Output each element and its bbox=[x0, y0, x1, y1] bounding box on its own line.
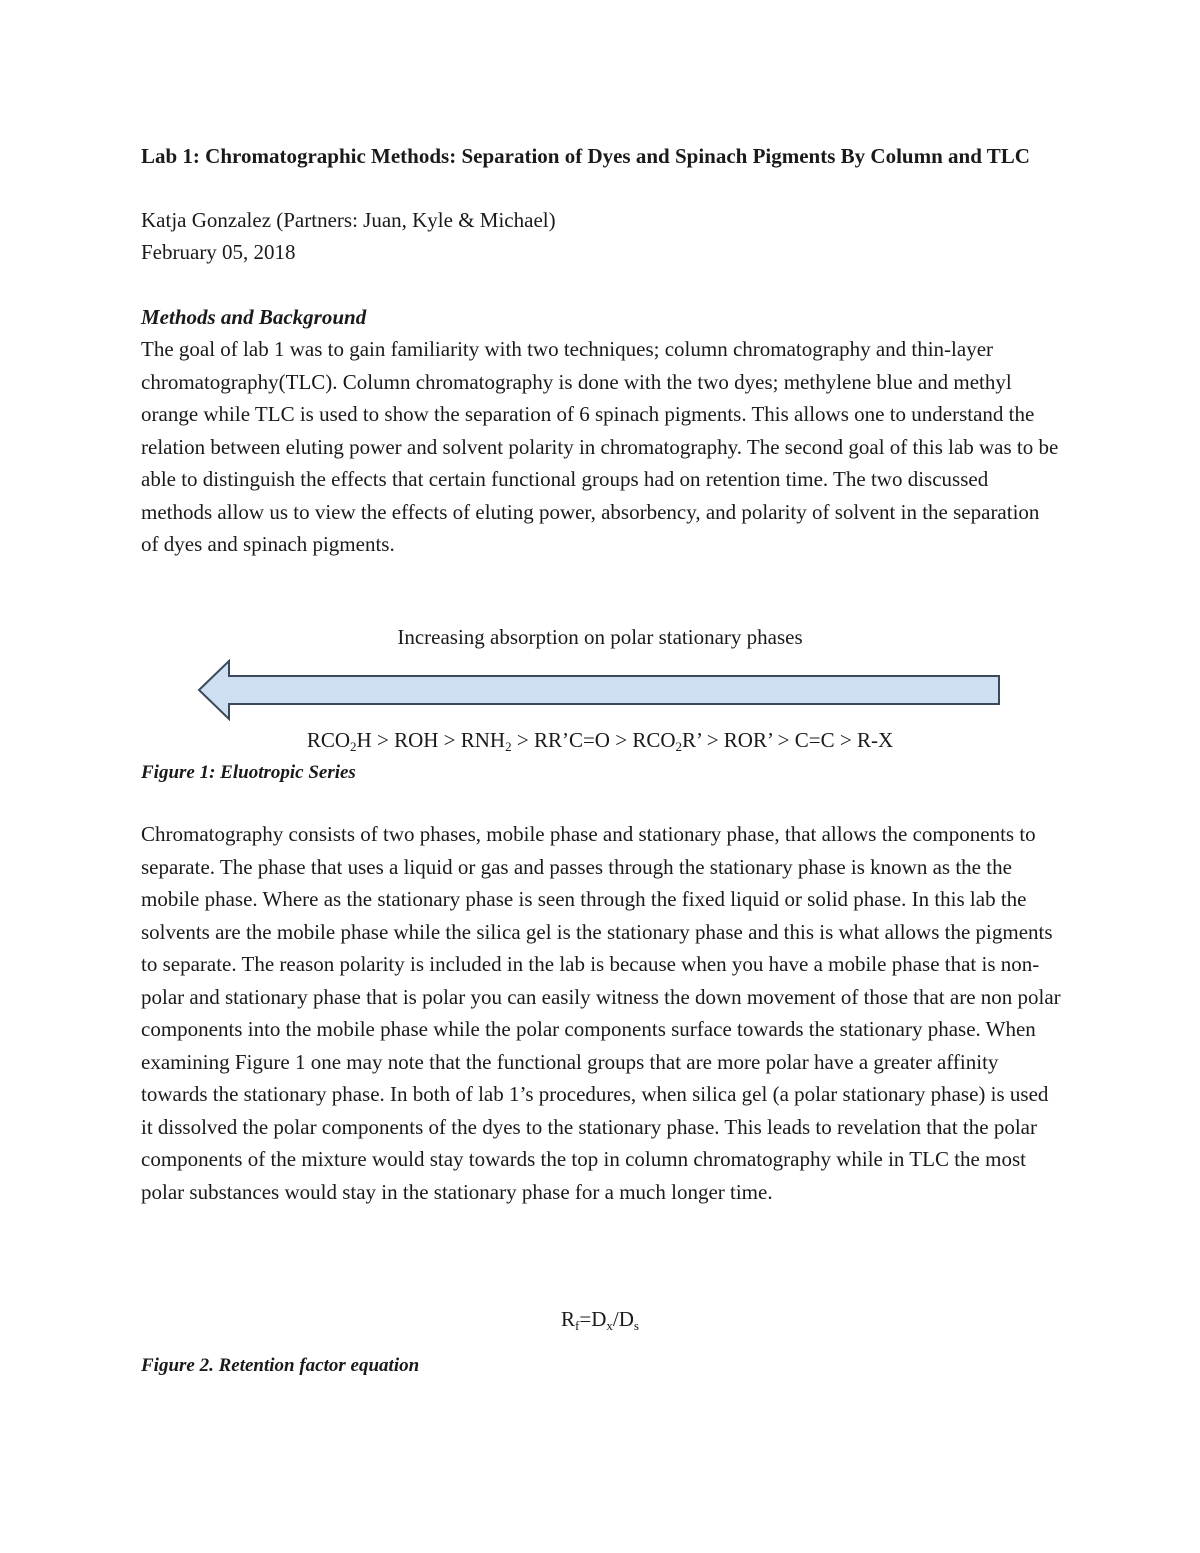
series-group-subscript: 2 bbox=[350, 739, 357, 754]
figure-1-caption: Figure 1: Eluotropic Series bbox=[141, 762, 356, 783]
series-group-suffix: H bbox=[356, 728, 372, 752]
series-group-text: RR’C=O bbox=[533, 728, 610, 752]
series-separator: > bbox=[834, 728, 857, 752]
eq-r-sub: f bbox=[575, 1318, 580, 1333]
series-group bbox=[461, 728, 512, 752]
series-group-subscript: 2 bbox=[675, 739, 682, 754]
arrow-shape bbox=[199, 661, 999, 719]
series-group bbox=[307, 728, 372, 752]
series-separator: > bbox=[609, 728, 633, 752]
series-group-text: ROH bbox=[394, 728, 439, 752]
series-group-text: RCO bbox=[632, 728, 676, 752]
series-separator: > bbox=[371, 728, 395, 752]
eq-ds: /D bbox=[612, 1307, 634, 1331]
series-group bbox=[632, 728, 701, 752]
paragraph-chromatography: Chromatography consists of two phases, mobile phase and stationary phase, that allows the components to separate. The phase that uses a liquid or gas and passes through the stationary phase is known as the the mobile phase. Where as the stationary phase is seen through the fixed liquid or solid phase. In this lab the solvents are the mobile phase while the silica gel is the stationary phase and this is what allows the pigments to separate. The reason polarity is included in the lab is because when you have a mobile phase that is non-polar and stationary phase that is polar you can easily witness the down movement of those that are non polar components into the mobile phase while the polar components surface towards the stationary phase. When examining Figure 1 one may note that the functional groups that are more polar have a greater affinity towards the stationary phase. In both of lab 1’s procedures, when silica gel (a polar stationary phase) is used it dissolved the polar components of the dyes to the stationary phase. This leads to revelation that the polar components of the mixture would stay towards the top in column chromatography while in TLC the most polar substances would stay in the stationary phase for a much longer time. bbox=[141, 822, 1061, 1204]
eq-dx: =D bbox=[579, 1307, 607, 1331]
document-title: Lab 1: Chromatographic Methods: Separation of Dyes and Spinach Pigments By Column and TLC bbox=[141, 144, 1030, 168]
paragraph-methods: The goal of lab 1 was to gain familiarity with two techniques; column chromatography and thin-layer chromatography(TLC). Column chromatography is done with the two dyes; methylene blue and methyl orange while TLC is used to show the separation of 6 spinach pigments. This allows one to understand the relation between eluting power and solvent polarity in chromatography. The second goal of this lab was to be able to distinguish the effects that certain functional groups had on retention time. The two discussed methods allow us to view the effects of eluting power, absorbency, and polarity of solvent in the separation of dyes and spinach pigments. bbox=[141, 337, 1059, 556]
date-line: February 05, 2018 bbox=[141, 240, 296, 264]
series-separator: > bbox=[701, 728, 724, 752]
series-group-text: RCO bbox=[306, 728, 351, 752]
series-group-subscript: 2 bbox=[505, 739, 512, 754]
series-group bbox=[724, 728, 773, 752]
left-arrow-icon bbox=[196, 659, 1002, 721]
series-separator: > bbox=[511, 728, 534, 752]
figure-2-caption: Figure 2. Retention factor equation bbox=[141, 1355, 420, 1376]
series-group-text: ROR’ bbox=[723, 728, 773, 752]
author-line: Katja Gonzalez (Partners: Juan, Kyle & Michael) bbox=[141, 208, 556, 232]
series-group bbox=[394, 728, 438, 752]
series-group-suffix: R’ bbox=[682, 728, 702, 752]
series-group bbox=[795, 728, 835, 752]
eq-r: R bbox=[561, 1307, 576, 1331]
retention-factor-equation bbox=[0, 1307, 1200, 1332]
series-group-text: R-X bbox=[856, 728, 894, 752]
series-separator: > bbox=[438, 728, 461, 752]
eq-ds-sub: s bbox=[633, 1318, 639, 1333]
eluotropic-series bbox=[0, 728, 1200, 753]
series-group-text: C=C bbox=[794, 728, 835, 752]
eq-dx-sub: x bbox=[606, 1318, 613, 1333]
section-heading: Methods and Background bbox=[141, 305, 367, 329]
arrow-label: Increasing absorption on polar stationary phases bbox=[397, 625, 803, 649]
series-separator: > bbox=[772, 728, 795, 752]
series-group bbox=[534, 728, 610, 752]
series-group bbox=[857, 728, 893, 752]
series-group-text: RNH bbox=[460, 728, 506, 752]
